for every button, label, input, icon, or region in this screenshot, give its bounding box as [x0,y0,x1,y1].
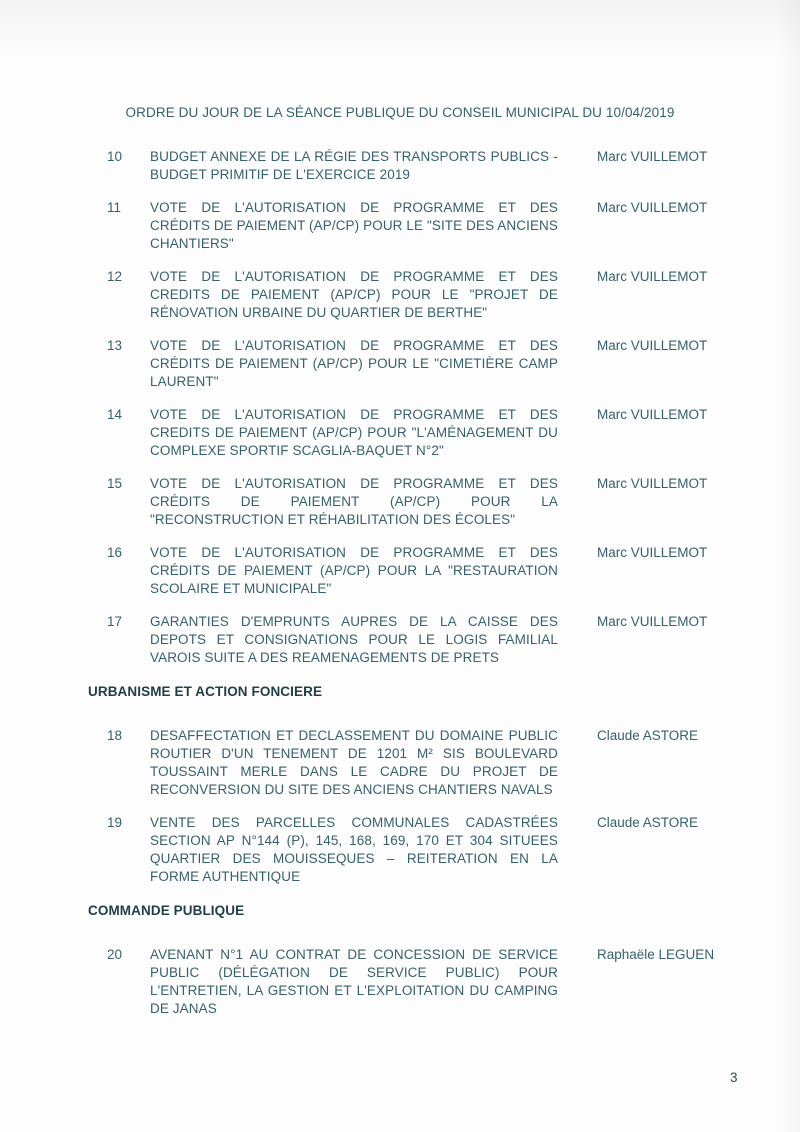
agenda-item-presenter: Marc VUILLEMOT [597,545,708,560]
page-number: 3 [730,1070,738,1085]
agenda-item [88,148,800,184]
agenda-item-number: 12 [107,269,123,284]
agenda-item-text: VOTE DE L'AUTORISATION DE PROGRAMME ET DES CREDITS DE PAIEMENT (AP/CP) POUR "L'AMÉNAGEMENT DU COMPLEXE SPORTIF SCAGLIA-BAQUET N°2" [150,407,558,458]
agenda-item-number: 19 [107,815,123,830]
agenda-item-number: 11 [107,200,122,215]
agenda-section [0,122,800,667]
agenda-section [0,667,800,886]
agenda-item [88,337,800,391]
agenda-item-presenter: Marc VUILLEMOT [597,614,708,629]
agenda-item-number: 13 [107,338,123,353]
agenda-item [88,268,800,322]
agenda-item-presenter: Raphaële LEGUEN [597,947,715,962]
agenda-item-text: VOTE DE L'AUTORISATION DE PROGRAMME ET DES CREDITS DE PAIEMENT (AP/CP) POUR LE "PROJET DE RÉNOVATION URBAINE DU QUARTIER DE BERTHE" [150,269,558,320]
agenda-item-text: BUDGET ANNEXE DE LA RÉGIE DES TRANSPORTS PUBLICS - BUDGET PRIMITIF DE L'EXERCICE 2019 [150,149,558,182]
section-items [0,946,800,1018]
agenda-item [88,946,800,1018]
agenda-item-number: 17 [107,614,123,629]
agenda-sections [0,122,800,1018]
agenda-item [88,475,800,529]
agenda-item-number: 10 [107,149,123,164]
agenda-item-number: 14 [107,407,123,422]
agenda-item [88,199,800,253]
agenda-item-number: 18 [107,728,123,743]
document-title: ORDRE DU JOUR DE LA SÉANCE PUBLIQUE DU CONSEIL MUNICIPAL DU 10/04/2019 [125,105,675,120]
section-header: URBANISME ET ACTION FONCIERE [88,684,323,699]
section-header: COMMANDE PUBLIQUE [88,903,245,918]
agenda-item-text: VOTE DE L'AUTORISATION DE PROGRAMME ET DES CRÉDITS DE PAIEMENT (AP/CP) POUR LE "SITE DES ANCIENS CHANTIERS" [150,200,558,251]
agenda-item-presenter: Marc VUILLEMOT [597,200,708,215]
agenda-item-text: VENTE DES PARCELLES COMMUNALES CADASTRÉES SECTION AP N°144 (P), 145, 168, 169, 170 ET 304 SITUEES QUARTIER DES MOUISSEQUES – REITERATION EN LA FORME AUTHENTIQUE [150,815,558,884]
agenda-item-number: 15 [107,476,123,491]
agenda-item-text: GARANTIES D'EMPRUNTS AUPRES DE LA CAISSE DES DEPOTS ET CONSIGNATIONS POUR LE LOGIS FAMILIAL VAROIS SUITE A DES REAMENAGEMENTS DE PRETS [150,614,558,665]
agenda-item [88,814,800,886]
agenda-item-presenter: Marc VUILLEMOT [597,407,708,422]
agenda-item [88,613,800,667]
agenda-item-number: 20 [107,947,123,962]
agenda-item-text: VOTE DE L'AUTORISATION DE PROGRAMME ET DES CRÉDITS DE PAIEMENT (AP/CP) POUR LE "CIMETIÈRE CAMP LAURENT" [150,338,558,389]
agenda-item-presenter: Claude ASTORE [597,728,699,743]
section-items [0,727,800,886]
agenda-item-text: VOTE DE L'AUTORISATION DE PROGRAMME ET DES CRÉDITS DE PAIEMENT (AP/CP) POUR LA "RECONSTRUCTION ET RÉHABILITATION DES ÉCOLES" [150,476,558,527]
agenda-item-presenter: Marc VUILLEMOT [597,149,708,164]
agenda-item [88,406,800,460]
agenda-item-text: DESAFFECTATION ET DECLASSEMENT DU DOMAINE PUBLIC ROUTIER D'UN TENEMENT DE 1201 M² SIS BOULEVARD TOUSSAINT MERLE DANS LE CADRE DU PROJET DE RECONVERSION DU SITE DES ANCIENS CHANTIERS NAVALS [150,728,558,797]
section-items [0,122,800,667]
agenda-item [88,544,800,598]
agenda-item-text: VOTE DE L'AUTORISATION DE PROGRAMME ET DES CRÉDITS DE PAIEMENT (AP/CP) POUR LA "RESTAURATION SCOLAIRE ET MUNICIPALE" [150,545,558,596]
agenda-item-presenter: Claude ASTORE [597,815,699,830]
agenda-item [88,727,800,799]
agenda-item-presenter: Marc VUILLEMOT [597,476,708,491]
agenda-item-presenter: Marc VUILLEMOT [597,269,708,284]
agenda-section [0,886,800,1018]
agenda-item-text: AVENANT N°1 AU CONTRAT DE CONCESSION DE SERVICE PUBLIC (DÉLÉGATION DE SERVICE PUBLIC) POUR L'ENTRETIEN, LA GESTION ET L'EXPLOITATION DU CAMPING DE JANAS [150,947,558,1016]
agenda-item-presenter: Marc VUILLEMOT [597,338,708,353]
agenda-item-number: 16 [107,545,123,560]
